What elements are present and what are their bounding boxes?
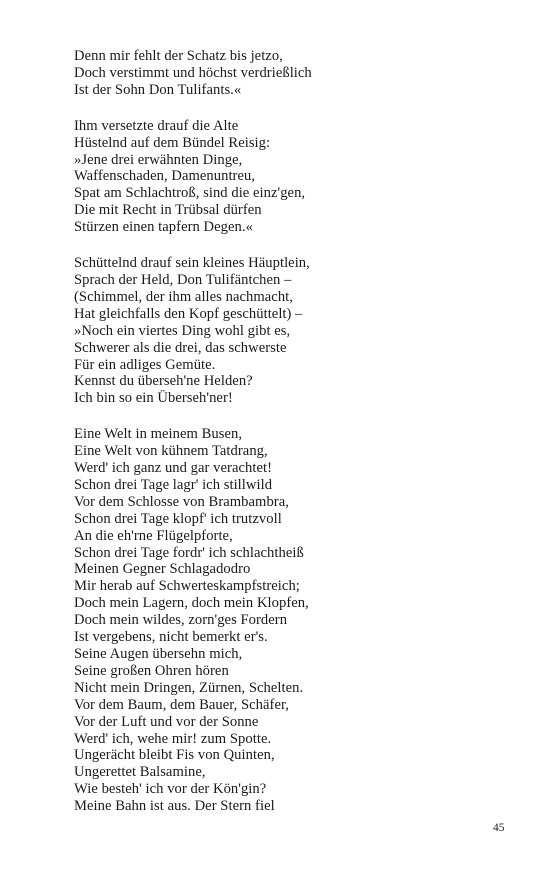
verse-line: Schüttelnd drauf sein kleines Häuptlein, bbox=[74, 255, 310, 272]
verse-line: Werd' ich, wehe mir! zum Spotte. bbox=[74, 730, 272, 747]
verse-line: Stürzen einen tapfern Degen.« bbox=[74, 219, 253, 236]
verse-line: Ihm versetzte drauf die Alte bbox=[74, 117, 239, 134]
verse-line: Meine Bahn ist aus. Der Stern fiel bbox=[74, 798, 275, 815]
verse-line: Für ein adliges Gemüte. bbox=[74, 356, 216, 373]
verse-line: Eine Welt in meinem Busen, bbox=[74, 426, 243, 443]
stanza bbox=[74, 118, 514, 236]
verse-line: Eine Welt von kühnem Tatdrang, bbox=[74, 443, 268, 460]
verse-line: Vor der Luft und vor der Sonne bbox=[74, 713, 259, 730]
verse-line: Ungerettet Balsamine, bbox=[74, 764, 206, 781]
stanza bbox=[74, 255, 514, 407]
verse-line: Hüstelnd auf dem Bündel Reisig: bbox=[74, 134, 271, 151]
verse-line: Schon drei Tage lagr' ich stillwild bbox=[74, 476, 273, 493]
verse-line: Seine Augen übersehn mich, bbox=[74, 646, 243, 662]
verse-line: Doch mein wildes, zorn'ges Fordern bbox=[74, 612, 288, 629]
verse-line: (Schimmel, der ihm alles nachmacht, bbox=[74, 288, 293, 305]
verse-line: Schon drei Tage klopf' ich trutzvoll bbox=[74, 510, 282, 527]
verse-line: Spat am Schlachtroß, sind die einz'gen, bbox=[74, 185, 306, 202]
page-number: 45 bbox=[493, 822, 505, 834]
verse-line: Sprach der Held, Don Tulifäntchen – bbox=[74, 271, 292, 288]
verse-line: Schon drei Tage fordr' ich schlachtheiß bbox=[74, 544, 304, 561]
verse-line: Doch mein Lagern, doch mein Klopfen, bbox=[74, 595, 309, 612]
verse-line: Wie besteh' ich vor der Kön'gin? bbox=[74, 781, 267, 798]
verse-line: Nicht mein Dringen, Zürnen, Schelten. bbox=[74, 679, 304, 696]
verse-line: Seine großen Ohren hören bbox=[74, 662, 229, 679]
verse-line: Ungerächt bleibt Fis von Quinten, bbox=[74, 747, 275, 764]
verse-line: Schwerer als die drei, das schwerste bbox=[74, 339, 287, 356]
verse-line: Meinen Gegner Schlagadodro bbox=[74, 561, 251, 578]
verse-line: Vor dem Schlosse von Brambambra, bbox=[74, 493, 289, 510]
verse-line: Ist der Sohn Don Tulifants.« bbox=[74, 81, 242, 98]
stanza bbox=[74, 426, 514, 815]
verse-line: Ist vergebens, nicht bemerkt er's. bbox=[74, 629, 268, 646]
verse-line: »Jene drei erwähnten Dinge, bbox=[74, 151, 243, 168]
poem-text-block bbox=[74, 48, 514, 834]
verse-line: Vor dem Baum, dem Bauer, Schäfer, bbox=[74, 696, 290, 713]
verse-line: An die eh'rne Flügelpforte, bbox=[74, 527, 233, 544]
verse-line: Mir herab auf Schwerteskampfstreich; bbox=[74, 578, 300, 595]
verse-line: Denn mir fehlt der Schatz bis jetzo, bbox=[74, 48, 283, 64]
verse-line: Die mit Recht in Trübsal dürfen bbox=[74, 202, 262, 219]
verse-line: Ich bin so ein Überseh'ner! bbox=[74, 390, 233, 407]
verse-line: Waffenschaden, Damenuntreu, bbox=[74, 168, 256, 185]
stanza bbox=[74, 48, 514, 99]
verse-line: Hat gleichfalls den Kopf geschüttelt) – bbox=[74, 305, 303, 322]
verse-line: Kennst du überseh'ne Helden? bbox=[74, 373, 253, 390]
verse-line: »Noch ein viertes Ding wohl gibt es, bbox=[74, 322, 291, 339]
verse-line: Werd' ich ganz und gar verachtet! bbox=[74, 460, 272, 477]
verse-line: Doch verstimmt und höchst verdrießlich bbox=[74, 64, 312, 81]
